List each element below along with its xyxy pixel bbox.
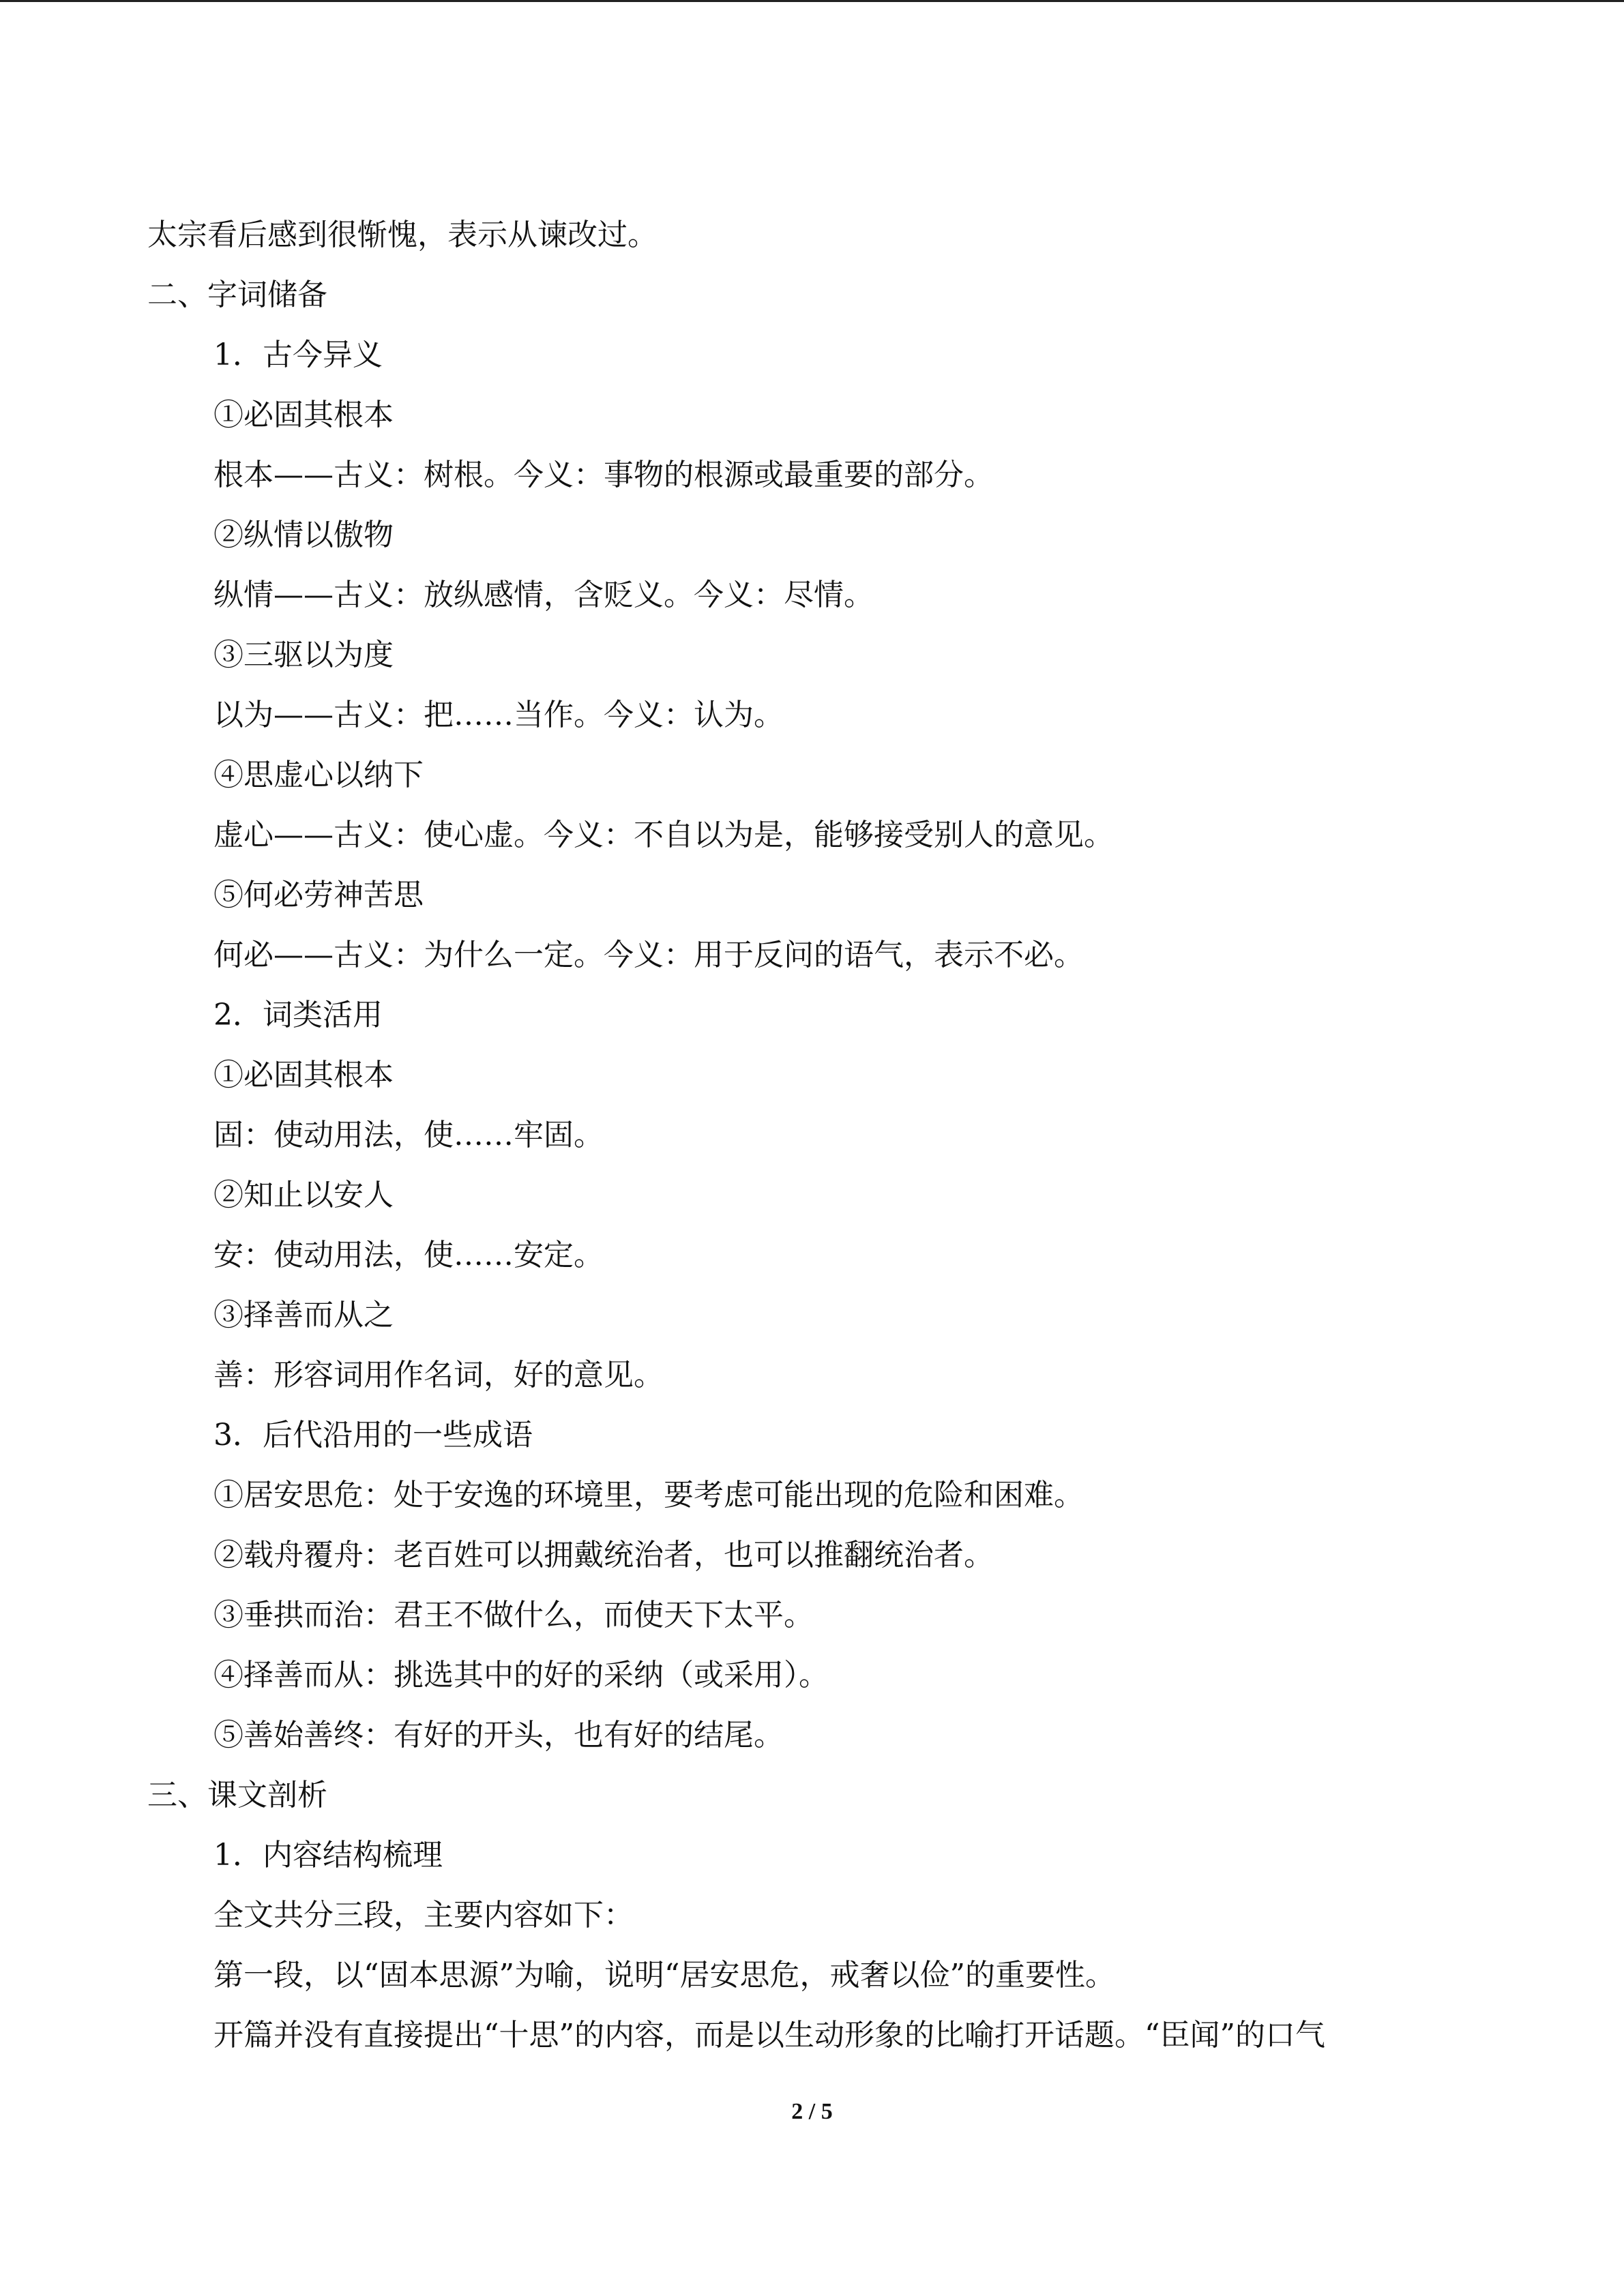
text-line: 全文共分三段，主要内容如下：: [213, 1898, 634, 1933]
text-line: 开篇并没有直接提出“十思”的内容，而是以生动形象的比喻打开话题。“臣闻”的口气: [213, 2018, 1325, 2053]
text-line: 以为——古义：把……当作。今义：认为。: [213, 698, 784, 732]
text-line: 三、课文剖析: [147, 1778, 327, 1813]
text-line: ②纵情以傲物: [213, 518, 394, 552]
text-line: 2．词类活用: [213, 998, 383, 1032]
text-line: 第一段，以“固本思源”为喻，说明“居安思危，戒奢以俭”的重要性。: [213, 1958, 1115, 1993]
text-line: ④思虚心以纳下: [213, 758, 424, 792]
text-line: ①居安思危：处于安逸的环境里，要考虑可能出现的危险和困难。: [213, 1478, 1084, 1512]
text-line: 纵情——古义：放纵感情，含贬义。今义：尽情。: [213, 578, 874, 612]
text-line: 安：使动用法，使……安定。: [213, 1238, 604, 1272]
text-line: 太宗看后感到很惭愧，表示从谏改过。: [147, 218, 658, 252]
text-line: 根本——古义：树根。今义：事物的根源或最重要的部分。: [213, 458, 994, 492]
text-line: ④择善而从：挑选其中的好的采纳（或采用）。: [213, 1658, 829, 1693]
text-line: 3．后代沿用的一些成语: [213, 1418, 533, 1452]
text-line: 1．古今异义: [213, 338, 383, 372]
text-line: ⑤何必劳神苦思: [213, 878, 424, 912]
text-line: ②载舟覆舟：老百姓可以拥戴统治者，也可以推翻统治者。: [213, 1538, 994, 1572]
text-line: 1．内容结构梳理: [213, 1838, 443, 1873]
text-line: 善：形容词用作名词，好的意见。: [213, 1358, 664, 1392]
text-line: 二、字词储备: [147, 278, 327, 312]
text-line: ⑤善始善终：有好的开头，也有好的结尾。: [213, 1718, 784, 1753]
text-line: 虚心——古义：使心虚。今义：不自以为是，能够接受别人的意见。: [213, 818, 1114, 852]
page-number: 2 / 5: [791, 2099, 833, 2124]
text-line: ③择善而从之: [213, 1298, 394, 1332]
text-line: ①必固其根本: [213, 398, 394, 432]
text-line: ③三驱以为度: [213, 638, 394, 672]
text-line: 固：使动用法，使……牢固。: [213, 1118, 604, 1152]
text-line: ①必固其根本: [213, 1058, 394, 1092]
text-line: ③垂拱而治：君王不做什么，而使天下太平。: [213, 1598, 814, 1632]
text-line: 何必——古义：为什么一定。今义：用于反问的语气，表示不必。: [213, 938, 1084, 972]
text-line: ②知止以安人: [213, 1178, 394, 1212]
